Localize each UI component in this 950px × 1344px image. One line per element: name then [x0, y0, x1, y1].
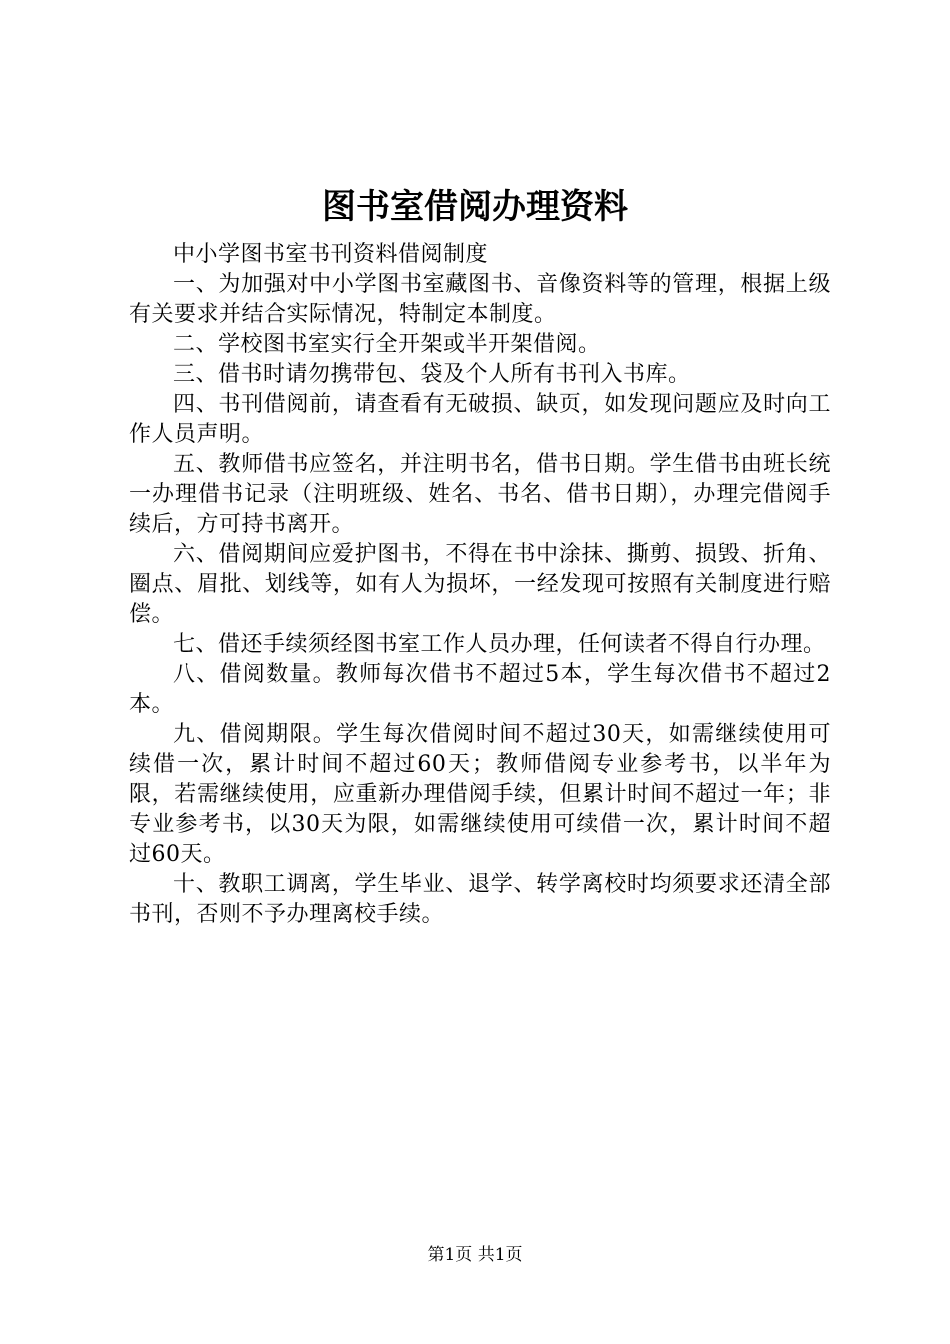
paragraph-rule-1: 一、为加强对中小学图书室藏图书、音像资料等的管理，根据上级有关要求并结合实际情况，特制定本制度。: [129, 272, 831, 327]
page-footer: 第1页 共1页: [427, 1245, 523, 1265]
paragraph-rule-7: 七、借还手续须经图书室工作人员办理，任何读者不得自行办理。: [173, 632, 826, 657]
document-body: [129, 240, 831, 930]
paragraph-rule-9: 九、借阅期限。学生每次借阅时间不超过30天，如需继续使用可续借一次，累计时间不超过60天；教师借阅专业参考书，以半年为限，若需继续使用，应重新办理借阅手续，但累计时间不超过一年；非专业参考书，以30天为限，如需继续使用可续借一次，累计时间不超过60天。: [129, 722, 831, 867]
document-title: 图书室借阅办理资料: [322, 187, 628, 227]
paragraph-rule-5: 五、教师借书应签名，并注明书名，借书日期。学生借书由班长统一办理借书记录（注明班级、姓名、书名、借书日期），办理完借阅手续后，方可持书离开。: [129, 452, 831, 537]
paragraph-rule-10: 十、教职工调离，学生毕业、退学、转学离校时均须要求还清全部书刊，否则不予办理离校手续。: [129, 872, 831, 927]
paragraph-rule-2: 二、学校图书室实行全开架或半开架借阅。: [173, 332, 601, 357]
paragraph-heading: 中小学图书室书刊资料借阅制度: [173, 242, 489, 267]
paragraph-rule-3: 三、借书时请勿携带包、袋及个人所有书刊入书库。: [173, 362, 691, 387]
paragraph-rule-8: 八、借阅数量。教师每次借书不超过5本，学生每次借书不超过2本。: [129, 662, 831, 717]
paragraph-rule-6: 六、借阅期间应爱护图书，不得在书中涂抹、撕剪、损毁、折角、圈点、眉批、划线等，如有人为损坏，一经发现可按照有关制度进行赔偿。: [129, 542, 831, 627]
paragraph-rule-4: 四、书刊借阅前，请查看有无破损、缺页，如发现问题应及时向工作人员声明。: [129, 392, 831, 447]
